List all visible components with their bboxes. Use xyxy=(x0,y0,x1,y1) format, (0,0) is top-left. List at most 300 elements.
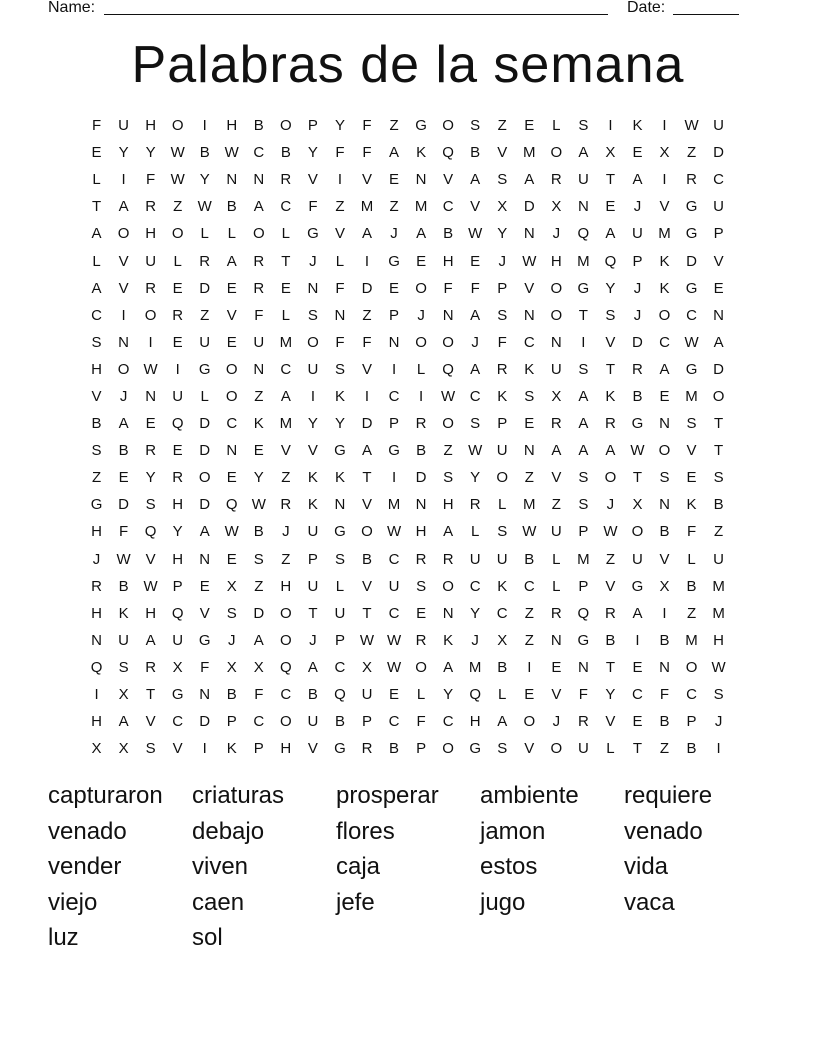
grid-letter[interactable]: E xyxy=(172,333,183,351)
grid-letter[interactable]: A xyxy=(470,171,481,189)
grid-letter[interactable]: X xyxy=(118,740,129,758)
grid-letter[interactable]: I xyxy=(148,333,153,351)
grid-letter[interactable]: K xyxy=(307,496,318,514)
grid-letter[interactable]: A xyxy=(551,442,562,460)
grid-letter[interactable]: K xyxy=(524,360,535,378)
grid-letter[interactable]: R xyxy=(253,252,265,270)
grid-letter[interactable]: G xyxy=(171,686,184,704)
grid-letter[interactable]: P xyxy=(307,550,318,568)
grid-letter[interactable]: H xyxy=(145,225,157,243)
grid-letter[interactable]: V xyxy=(361,577,372,595)
grid-letter[interactable]: N xyxy=(199,550,211,568)
grid-letter[interactable]: W xyxy=(116,550,131,568)
grid-letter[interactable]: V xyxy=(659,550,670,568)
grid-letter[interactable]: F xyxy=(362,117,372,135)
grid-letter[interactable]: H xyxy=(550,252,562,270)
grid-letter[interactable]: C xyxy=(91,306,102,324)
grid-letter[interactable]: A xyxy=(118,713,129,731)
grid-letter[interactable]: L xyxy=(471,523,480,541)
grid-letter[interactable]: Y xyxy=(253,469,264,487)
grid-letter[interactable]: Z xyxy=(254,577,264,595)
grid-letter[interactable]: C xyxy=(496,604,508,622)
grid-letter[interactable]: S xyxy=(578,360,589,378)
grid-letter[interactable]: O xyxy=(496,469,509,487)
grid-letter[interactable]: P xyxy=(307,117,318,135)
grid-letter[interactable]: K xyxy=(334,469,345,487)
grid-letter[interactable]: K xyxy=(497,387,508,405)
grid-letter[interactable]: N xyxy=(334,306,346,324)
grid-letter[interactable]: E xyxy=(226,279,237,297)
grid-letter[interactable]: O xyxy=(712,387,725,405)
grid-letter[interactable]: W xyxy=(224,144,239,162)
grid-letter[interactable]: B xyxy=(118,442,129,460)
grid-letter[interactable]: B xyxy=(280,144,291,162)
grid-letter[interactable]: A xyxy=(145,631,156,649)
grid-letter[interactable]: S xyxy=(334,550,345,568)
grid-letter[interactable]: C xyxy=(253,713,265,731)
grid-letter[interactable]: V xyxy=(713,252,724,270)
grid-letter[interactable]: S xyxy=(497,171,508,189)
grid-letter[interactable]: Q xyxy=(90,658,103,676)
grid-letter[interactable]: H xyxy=(91,360,102,378)
grid-letter[interactable]: U xyxy=(550,523,562,541)
grid-letter[interactable]: L xyxy=(552,577,561,595)
grid-letter[interactable]: T xyxy=(362,604,372,622)
grid-letter[interactable]: G xyxy=(90,496,103,514)
grid-letter[interactable]: L xyxy=(416,360,426,378)
grid-letter[interactable]: Z xyxy=(389,117,399,135)
grid-letter[interactable]: N xyxy=(442,306,454,324)
grid-letter[interactable]: E xyxy=(389,171,400,189)
grid-letter[interactable]: J xyxy=(119,387,128,405)
grid-letter[interactable]: J xyxy=(633,279,642,297)
grid-letter[interactable]: U xyxy=(307,577,319,595)
grid-letter[interactable]: Z xyxy=(686,144,697,162)
grid-letter[interactable]: V xyxy=(551,469,562,487)
grid-letter[interactable]: E xyxy=(389,279,400,297)
grid-letter[interactable]: Y xyxy=(497,225,508,243)
grid-letter[interactable]: V xyxy=(605,577,616,595)
grid-letter[interactable]: U xyxy=(199,333,211,351)
grid-letter[interactable]: R xyxy=(550,604,562,622)
grid-letter[interactable]: O xyxy=(442,577,454,595)
grid-letter[interactable]: S xyxy=(226,604,237,622)
grid-letter[interactable]: X xyxy=(605,144,616,162)
grid-letter[interactable]: V xyxy=(524,279,535,297)
grid-letter[interactable]: M xyxy=(360,198,374,216)
grid-letter[interactable]: W xyxy=(143,360,158,378)
grid-letter[interactable]: L xyxy=(606,740,615,758)
grid-letter[interactable]: G xyxy=(577,279,590,297)
grid-letter[interactable]: G xyxy=(631,577,644,595)
grid-letter[interactable]: Y xyxy=(334,415,345,433)
grid-letter[interactable]: D xyxy=(415,469,427,487)
grid-letter[interactable]: N xyxy=(659,496,670,514)
grid-letter[interactable]: J xyxy=(471,631,479,649)
grid-letter[interactable]: H xyxy=(145,604,157,622)
grid-letter[interactable]: P xyxy=(578,523,589,541)
grid-letter[interactable]: L xyxy=(200,225,209,243)
grid-letter[interactable]: S xyxy=(91,442,102,460)
grid-letter[interactable]: N xyxy=(577,198,589,216)
grid-letter[interactable]: G xyxy=(685,198,698,216)
grid-letter[interactable]: Y xyxy=(199,171,210,189)
grid-letter[interactable]: P xyxy=(686,713,697,731)
grid-letter[interactable]: S xyxy=(605,306,616,324)
grid-letter[interactable]: Q xyxy=(334,686,346,704)
grid-letter[interactable]: B xyxy=(686,740,697,758)
grid-letter[interactable]: A xyxy=(659,360,670,378)
grid-letter[interactable]: X xyxy=(253,658,264,676)
grid-letter[interactable]: K xyxy=(443,631,454,649)
grid-letter[interactable]: X xyxy=(91,740,102,758)
grid-letter[interactable]: V xyxy=(470,198,481,216)
grid-letter[interactable]: E xyxy=(605,198,616,216)
grid-letter[interactable]: A xyxy=(226,252,237,270)
grid-letter[interactable]: F xyxy=(335,333,345,351)
grid-letter[interactable]: V xyxy=(172,740,183,758)
grid-letter[interactable]: X xyxy=(226,658,237,676)
grid-letter[interactable]: V xyxy=(361,360,372,378)
grid-letter[interactable]: J xyxy=(471,333,479,351)
grid-letter[interactable]: F xyxy=(335,144,345,162)
grid-letter[interactable]: I xyxy=(391,360,397,378)
grid-letter[interactable]: Z xyxy=(254,387,264,405)
grid-letter[interactable]: U xyxy=(713,550,725,568)
grid-letter[interactable]: K xyxy=(253,415,264,433)
grid-letter[interactable]: R xyxy=(280,171,292,189)
grid-letter[interactable]: J xyxy=(552,225,561,243)
grid-letter[interactable]: O xyxy=(307,333,319,351)
grid-letter[interactable]: J xyxy=(309,631,317,649)
grid-letter[interactable]: I xyxy=(94,686,99,704)
grid-letter[interactable]: V xyxy=(443,171,454,189)
grid-letter[interactable]: J xyxy=(228,631,236,649)
grid-letter[interactable]: Y xyxy=(307,144,318,162)
grid-letter[interactable]: H xyxy=(469,713,481,731)
grid-letter[interactable]: R xyxy=(686,171,697,189)
grid-letter[interactable]: C xyxy=(442,198,454,216)
grid-letter[interactable]: F xyxy=(118,523,129,541)
grid-letter[interactable]: K xyxy=(118,604,129,622)
grid-letter[interactable]: S xyxy=(145,740,156,758)
grid-letter[interactable]: K xyxy=(416,144,427,162)
grid-letter[interactable]: T xyxy=(605,171,615,189)
grid-letter[interactable]: M xyxy=(685,387,698,405)
grid-letter[interactable]: F xyxy=(578,686,588,704)
date-blank-line[interactable] xyxy=(673,0,739,15)
grid-letter[interactable]: O xyxy=(198,469,211,487)
grid-letter[interactable]: W xyxy=(251,496,266,514)
grid-letter[interactable]: C xyxy=(713,171,725,189)
grid-letter[interactable]: C xyxy=(632,686,643,704)
grid-letter[interactable]: O xyxy=(361,523,373,541)
grid-letter[interactable]: P xyxy=(497,415,508,433)
grid-letter[interactable]: G xyxy=(685,360,698,378)
grid-letter[interactable]: P xyxy=(578,577,589,595)
grid-letter[interactable]: R xyxy=(550,171,562,189)
grid-letter[interactable]: O xyxy=(550,306,563,324)
grid-letter[interactable]: Z xyxy=(524,604,534,622)
grid-letter[interactable]: Z xyxy=(551,496,561,514)
grid-letter[interactable]: B xyxy=(443,225,454,243)
grid-letter[interactable]: M xyxy=(712,604,725,622)
grid-letter[interactable]: A xyxy=(361,225,372,243)
grid-letter[interactable]: M xyxy=(685,631,698,649)
grid-letter[interactable]: M xyxy=(523,144,536,162)
grid-letter[interactable]: S xyxy=(713,686,724,704)
grid-letter[interactable]: P xyxy=(334,631,345,649)
grid-letter[interactable]: B xyxy=(253,523,264,541)
grid-letter[interactable]: T xyxy=(605,658,615,676)
grid-letter[interactable]: L xyxy=(498,496,507,514)
grid-letter[interactable]: I xyxy=(716,740,721,758)
grid-letter[interactable]: C xyxy=(388,550,400,568)
grid-letter[interactable]: O xyxy=(280,604,292,622)
grid-letter[interactable]: X xyxy=(659,577,670,595)
grid-letter[interactable]: Z xyxy=(443,442,453,460)
grid-letter[interactable]: B xyxy=(307,686,318,704)
grid-letter[interactable]: B xyxy=(416,442,427,460)
grid-letter[interactable]: I xyxy=(364,252,370,270)
grid-letter[interactable]: E xyxy=(389,686,400,704)
grid-letter[interactable]: Z xyxy=(173,198,183,216)
grid-letter[interactable]: Z xyxy=(605,550,615,568)
grid-letter[interactable]: C xyxy=(280,198,292,216)
grid-letter[interactable]: L xyxy=(281,306,291,324)
grid-letter[interactable]: V xyxy=(226,306,237,324)
grid-letter[interactable]: Q xyxy=(442,144,454,162)
grid-letter[interactable]: V xyxy=(686,442,697,460)
grid-letter[interactable]: X xyxy=(632,496,643,514)
grid-letter[interactable]: U xyxy=(118,117,129,135)
grid-letter[interactable]: P xyxy=(632,252,643,270)
grid-letter[interactable]: R xyxy=(91,577,102,595)
grid-letter[interactable]: E xyxy=(470,252,481,270)
grid-letter[interactable]: R xyxy=(632,360,643,378)
grid-letter[interactable]: Z xyxy=(524,631,534,649)
grid-letter[interactable]: R xyxy=(415,631,427,649)
grid-letter[interactable]: A xyxy=(416,225,427,243)
grid-letter[interactable]: W xyxy=(468,225,483,243)
grid-letter[interactable]: J xyxy=(417,306,425,324)
grid-letter[interactable]: W xyxy=(224,523,239,541)
grid-letter[interactable]: N xyxy=(118,333,129,351)
grid-letter[interactable]: A xyxy=(361,442,372,460)
grid-letter[interactable]: C xyxy=(442,713,454,731)
grid-letter[interactable]: Q xyxy=(577,604,590,622)
grid-letter[interactable]: O xyxy=(280,117,292,135)
grid-letter[interactable]: M xyxy=(414,198,428,216)
grid-letter[interactable]: C xyxy=(523,333,535,351)
grid-letter[interactable]: W xyxy=(711,658,726,676)
grid-letter[interactable]: I xyxy=(202,117,207,135)
grid-letter[interactable]: V xyxy=(334,225,345,243)
grid-letter[interactable]: B xyxy=(253,117,264,135)
grid-letter[interactable]: W xyxy=(197,198,212,216)
grid-letter[interactable]: H xyxy=(172,496,184,514)
grid-letter[interactable]: A xyxy=(578,144,589,162)
grid-letter[interactable]: M xyxy=(279,333,293,351)
grid-letter[interactable]: L xyxy=(416,686,426,704)
grid-letter[interactable]: R xyxy=(172,306,184,324)
grid-letter[interactable]: Z xyxy=(389,198,399,216)
grid-letter[interactable]: Y xyxy=(145,469,156,487)
grid-letter[interactable]: M xyxy=(577,550,590,568)
grid-letter[interactable]: C xyxy=(226,415,238,433)
grid-letter[interactable]: N xyxy=(226,171,238,189)
grid-letter[interactable]: J xyxy=(714,713,723,731)
grid-letter[interactable]: V xyxy=(497,144,508,162)
grid-letter[interactable]: O xyxy=(171,225,184,243)
grid-letter[interactable]: G xyxy=(334,740,346,758)
grid-letter[interactable]: F xyxy=(362,333,372,351)
grid-letter[interactable]: D xyxy=(713,360,725,378)
grid-letter[interactable]: U xyxy=(334,604,346,622)
grid-letter[interactable]: V xyxy=(145,713,156,731)
grid-letter[interactable]: L xyxy=(498,686,507,704)
grid-letter[interactable]: P xyxy=(497,279,508,297)
grid-letter[interactable]: N xyxy=(415,496,427,514)
grid-letter[interactable]: L xyxy=(552,550,561,568)
grid-letter[interactable]: O xyxy=(550,740,563,758)
grid-letter[interactable]: V xyxy=(118,252,129,270)
grid-letter[interactable]: Z xyxy=(497,117,507,135)
grid-letter[interactable]: N xyxy=(226,442,238,460)
grid-letter[interactable]: S xyxy=(524,387,535,405)
grid-letter[interactable]: B xyxy=(334,713,345,731)
grid-letter[interactable]: F xyxy=(443,279,453,297)
grid-letter[interactable]: Y xyxy=(118,144,129,162)
grid-letter[interactable]: E xyxy=(253,442,264,460)
grid-letter[interactable]: F xyxy=(470,279,480,297)
grid-letter[interactable]: F xyxy=(659,686,670,704)
grid-letter[interactable]: R xyxy=(550,415,562,433)
grid-letter[interactable]: S xyxy=(470,117,481,135)
grid-letter[interactable]: N xyxy=(659,658,670,676)
grid-letter[interactable]: V xyxy=(605,713,616,731)
grid-letter[interactable]: A xyxy=(199,523,210,541)
grid-letter[interactable]: H xyxy=(442,496,454,514)
grid-letter[interactable]: S xyxy=(713,469,724,487)
grid-letter[interactable]: H xyxy=(172,550,184,568)
grid-letter[interactable]: M xyxy=(387,496,401,514)
grid-letter[interactable]: K xyxy=(632,117,643,135)
grid-letter[interactable]: I xyxy=(391,469,397,487)
grid-letter[interactable]: T xyxy=(308,604,318,622)
grid-letter[interactable]: O xyxy=(225,387,238,405)
grid-letter[interactable]: H xyxy=(226,117,238,135)
grid-letter[interactable]: Q xyxy=(604,252,617,270)
grid-letter[interactable]: J xyxy=(606,496,615,514)
grid-letter[interactable]: O xyxy=(658,306,671,324)
grid-letter[interactable]: Y xyxy=(470,469,481,487)
grid-letter[interactable]: R xyxy=(442,550,454,568)
grid-letter[interactable]: W xyxy=(522,252,537,270)
grid-letter[interactable]: R xyxy=(469,496,481,514)
grid-letter[interactable]: B xyxy=(632,387,643,405)
grid-letter[interactable]: E xyxy=(226,550,237,568)
grid-letter[interactable]: G xyxy=(198,631,211,649)
grid-letter[interactable]: W xyxy=(143,577,158,595)
grid-letter[interactable]: E xyxy=(524,686,535,704)
grid-letter[interactable]: S xyxy=(334,360,345,378)
grid-letter[interactable]: K xyxy=(659,279,670,297)
grid-letter[interactable]: G xyxy=(388,442,400,460)
grid-letter[interactable]: A xyxy=(497,713,508,731)
grid-letter[interactable]: W xyxy=(386,523,402,541)
grid-letter[interactable]: V xyxy=(280,442,291,460)
grid-letter[interactable]: P xyxy=(361,713,372,731)
grid-letter[interactable]: O xyxy=(442,740,454,758)
grid-letter[interactable]: F xyxy=(91,117,102,135)
grid-letter[interactable]: C xyxy=(388,713,400,731)
grid-letter[interactable]: V xyxy=(199,604,210,622)
grid-letter[interactable]: O xyxy=(415,333,427,351)
grid-letter[interactable]: R xyxy=(604,415,616,433)
grid-letter[interactable]: V xyxy=(307,171,318,189)
grid-letter[interactable]: T xyxy=(632,469,643,487)
grid-letter[interactable]: A xyxy=(253,631,264,649)
name-blank-line[interactable] xyxy=(104,0,608,15)
grid-letter[interactable]: T xyxy=(281,252,291,270)
grid-letter[interactable]: H xyxy=(442,252,454,270)
grid-letter[interactable]: U xyxy=(632,550,643,568)
grid-letter[interactable]: A xyxy=(389,144,400,162)
grid-letter[interactable]: E xyxy=(632,144,643,162)
grid-letter[interactable]: K xyxy=(497,577,508,595)
grid-letter[interactable]: Y xyxy=(334,117,345,135)
grid-letter[interactable]: B xyxy=(91,415,102,433)
grid-letter[interactable]: S xyxy=(686,415,697,433)
grid-letter[interactable]: B xyxy=(226,198,237,216)
grid-letter[interactable]: Y xyxy=(307,415,318,433)
grid-letter[interactable]: F xyxy=(308,198,318,216)
grid-letter[interactable]: D xyxy=(253,604,265,622)
grid-letter[interactable]: W xyxy=(684,117,699,135)
grid-letter[interactable]: S xyxy=(145,496,156,514)
grid-letter[interactable]: M xyxy=(523,496,536,514)
grid-letter[interactable]: S xyxy=(497,523,508,541)
grid-letter[interactable]: L xyxy=(92,252,101,270)
grid-letter[interactable]: G xyxy=(415,117,427,135)
grid-letter[interactable]: S xyxy=(470,415,481,433)
grid-letter[interactable]: O xyxy=(144,306,157,324)
grid-letter[interactable]: C xyxy=(686,306,697,324)
grid-letter[interactable]: O xyxy=(442,415,454,433)
grid-letter[interactable]: E xyxy=(199,577,210,595)
grid-letter[interactable]: H xyxy=(91,523,102,541)
grid-letter[interactable]: N xyxy=(253,360,265,378)
grid-letter[interactable]: D xyxy=(199,279,211,297)
grid-letter[interactable]: U xyxy=(577,740,589,758)
grid-letter[interactable]: U xyxy=(253,333,265,351)
grid-letter[interactable]: R xyxy=(145,442,157,460)
grid-letter[interactable]: Y xyxy=(605,279,616,297)
grid-letter[interactable]: O xyxy=(631,523,644,541)
grid-letter[interactable]: Y xyxy=(172,523,183,541)
grid-letter[interactable]: E xyxy=(226,333,237,351)
grid-letter[interactable]: S xyxy=(659,469,670,487)
grid-letter[interactable]: L xyxy=(200,387,209,405)
grid-letter[interactable]: B xyxy=(470,144,481,162)
grid-letter[interactable]: X xyxy=(497,631,508,649)
grid-letter[interactable]: W xyxy=(386,631,402,649)
grid-letter[interactable]: V xyxy=(605,333,616,351)
grid-letter[interactable]: X xyxy=(551,198,562,216)
grid-letter[interactable]: H xyxy=(280,740,292,758)
grid-letter[interactable]: U xyxy=(469,550,481,568)
